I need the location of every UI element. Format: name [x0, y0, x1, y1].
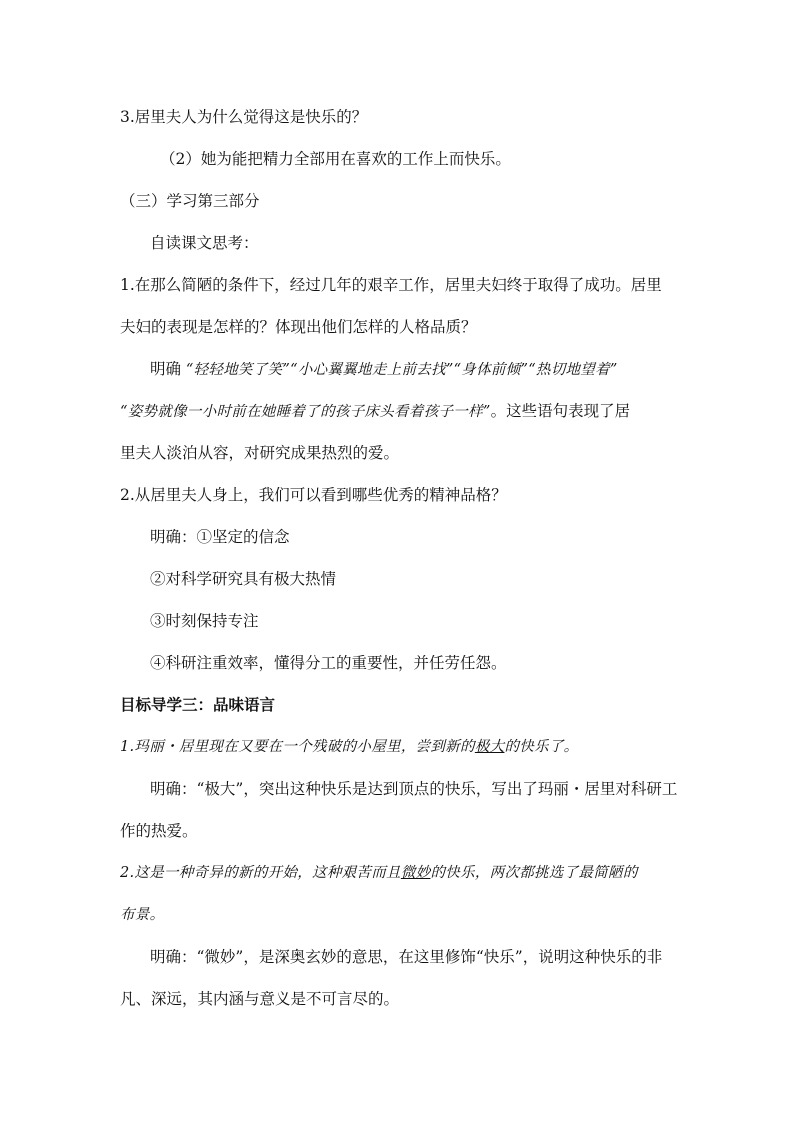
question-1-line-1: 1.在那么简陋的条件下，经过几年的艰辛工作，居里夫妇终于取得了成功。居里 — [120, 276, 662, 294]
sentence-2-answer-line-2: 凡、深远，其内涵与意义是不可言尽的。 — [120, 990, 400, 1008]
answer-text: 。这些语句表现了居 — [490, 402, 631, 420]
sentence-1-pre: 1.玛丽・居里现在又要在一个残破的小屋里，尝到新的 — [120, 739, 475, 755]
question-1-line-2: 夫妇的表现是怎样的？体现出他们怎样的人格品质？ — [120, 318, 477, 336]
section-three-heading: （三）学习第三部分 — [120, 192, 260, 210]
question-3: 3.居里夫人为什么觉得这是快乐的？ — [120, 108, 368, 126]
answer-quote: “轻轻地笑了笑”“小心翼翼地走上前去找”“身体前倾”“热切地望着” — [181, 362, 618, 378]
answer-1-line-3: 里夫人淡泊从容，对研究成果热烈的爱。 — [120, 444, 400, 462]
answer-3: （2）她为能把精力全部用在喜欢的工作上而快乐。 — [160, 150, 511, 168]
question-2: 2.从居里夫人身上，我们可以看到哪些优秀的精神品格？ — [120, 486, 507, 504]
goal-3-heading: 目标导学三：品味语言 — [120, 695, 276, 714]
answer-2-item-3: ③时刻保持专注 — [150, 612, 259, 630]
sentence-1-underlined: 极大 — [474, 739, 505, 755]
sentence-2-pre: 2.这是一种奇异的新的开始，这种艰苦而且 — [120, 865, 401, 881]
answer-2-item-2: ②对科学研究具有极大热情 — [150, 570, 337, 588]
sentence-2 — [120, 862, 638, 884]
self-read-prompt: 自读课文思考： — [150, 234, 259, 252]
sentence-1-answer-line-2: 作的热爱。 — [120, 822, 198, 840]
sentence-1-post: 的快乐了。 — [504, 739, 579, 755]
sentence-2-underlined: 微妙 — [400, 865, 431, 881]
answer-2-item-1: 明确：①坚定的信念 — [150, 528, 290, 546]
answer-label: 明确 — [150, 360, 182, 378]
sentence-1-answer-line-1: 明确：“极大”，突出这种快乐是达到顶点的快乐，写出了玛丽・居里对科研工 — [150, 780, 678, 798]
sentence-1 — [120, 736, 578, 758]
sentence-2-line-2: 布景。 — [120, 907, 165, 923]
sentence-2-answer-line-1: 明确：“微妙”，是深奥玄妙的意思，在这里修饰“快乐”，说明这种快乐的非 — [150, 948, 663, 966]
answer-1-line-1 — [150, 358, 618, 381]
answer-2-item-4: ④科研注重效率，懂得分工的重要性，并任劳任怨。 — [150, 654, 507, 672]
answer-quote-2: “姿势就像一小时前在她睡着了的孩子床头看着孩子一样” — [120, 404, 491, 420]
sentence-2-post: 的快乐，两次都挑选了最简陋的 — [430, 865, 638, 881]
answer-1-line-2 — [120, 400, 630, 423]
